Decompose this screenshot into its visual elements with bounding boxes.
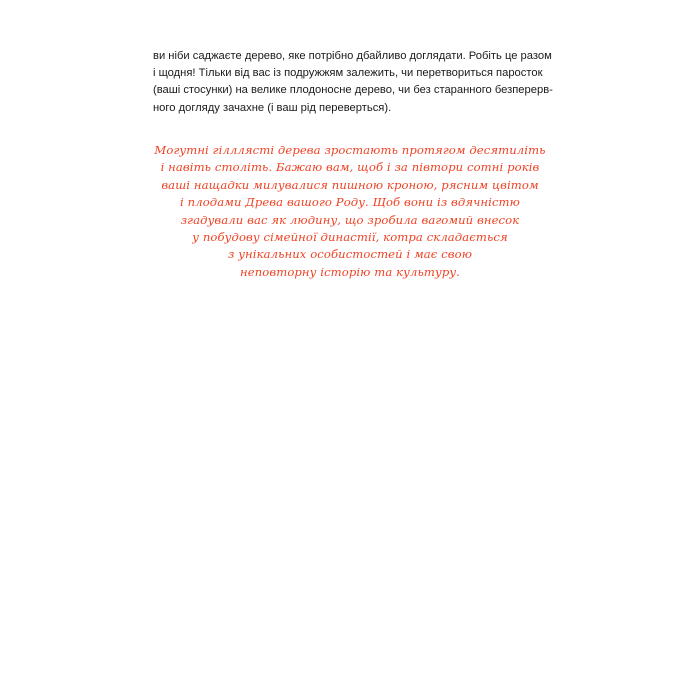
body-line: (ваші стосунки) на велике плодоносне дерево, чи без старанного безперерв- [153,84,553,97]
body-line: ви ніби саджаєте дерево, яке потрібно дбайливо доглядати. Робіть це разом [153,50,552,62]
body-paragraph [153,48,553,117]
quote-block [150,142,550,281]
quote-line: і плодами Древа вашого Роду. Щоб вони із вдячністю [180,195,520,210]
body-line: і щодня! Тільки від вас із подружжям залежить, чи перетвориться паросток [153,67,543,80]
quote-line: згадували вас як людину, що зробила вагомий внесок [180,212,520,227]
quote-line: Могутні гілллясті дерева зростають протягом десятиліть [154,143,546,157]
quote-line: ваші нащадки милувалися пишною кроною, рясним цвітом [161,177,539,192]
quote-line: з унікальних особистостей і має свою [227,247,473,262]
quote-line: неповторну історію та культуру. [240,264,460,279]
quote-line: у побудову сімейної династії, котра складається [192,230,508,245]
body-line: ного догляду зачахне (і ваш рід переверться). [153,101,392,114]
quote-line: і навіть століть. Бажаю вам, щоб і за півтори сотні років [160,160,540,175]
